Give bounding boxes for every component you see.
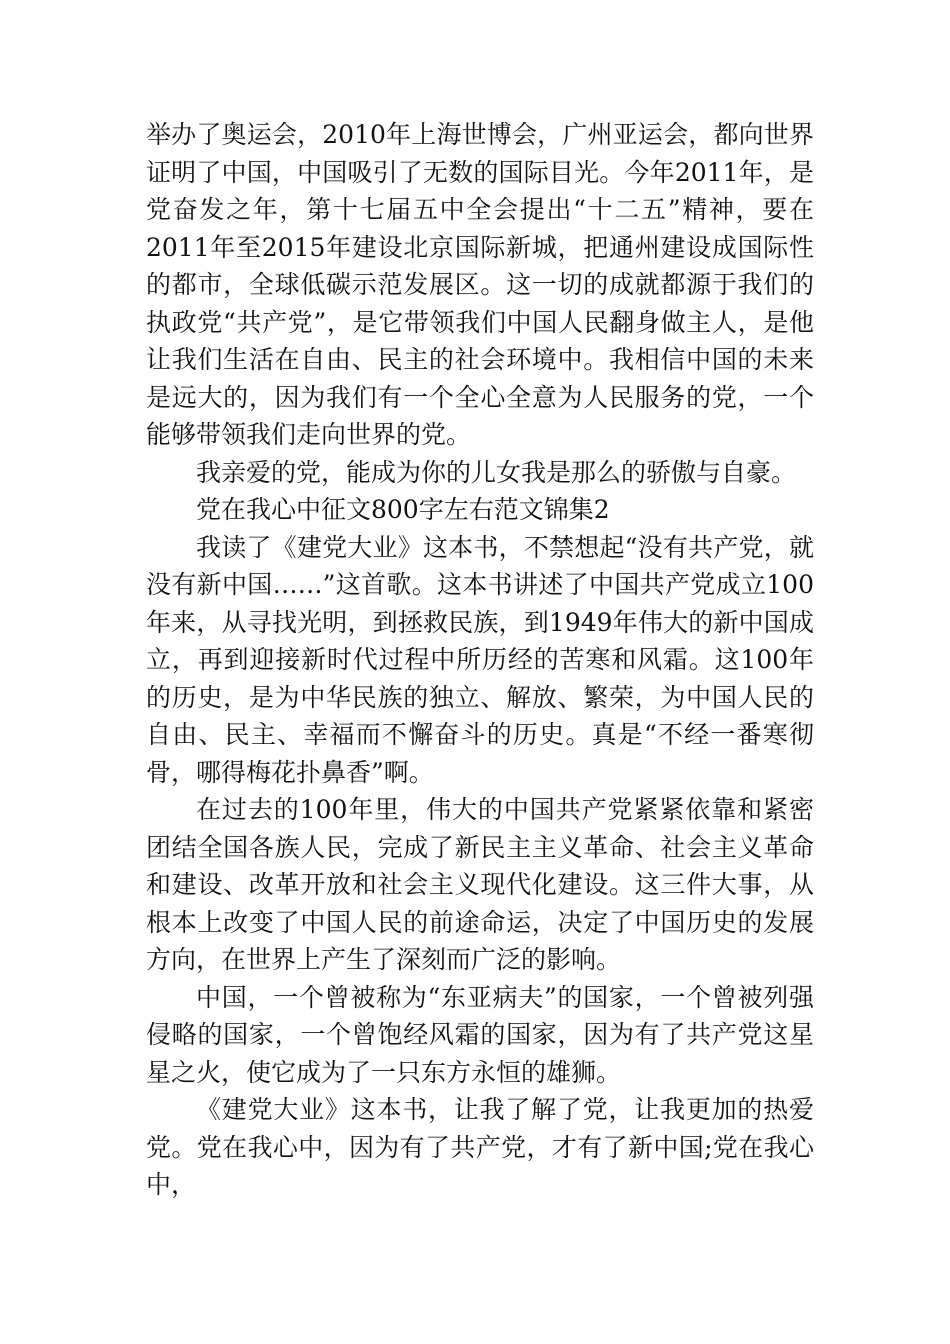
document-body <box>146 116 814 1204</box>
paragraph-5: 中国，一个曾被称为“东亚病夫”的国家，一个曾被列强侵略的国家，一个曾饱经风霜的国家，因为有了共产党这星星之火，使它成为了一只东方永恒的雄狮。 <box>146 982 814 1087</box>
paragraph-4: 在过去的100年里，伟大的中国共产党紧紧依靠和紧密团结全国各族人民，完成了新民主主义革命、社会主义革命和建设、改革开放和社会主义现代化建设。这三件大事，从根本上改变了中国人民的前途命运，决定了中国历史的发展方向，在世界上产生了深刻而广泛的影响。 <box>146 795 814 974</box>
paragraph-1: 举办了奥运会，2010年上海世博会，广州亚运会，都向世界证明了中国，中国吸引了无数的国际目光。今年2011年，是党奋发之年，第十七届五中全会提出“十二五”精神，要在2011年至2015年建设北京国际新城，把通州建设成国际性的都市，全球低碳示范发展区。这一切的成就都源于我们的执政党“共产党”，是它带领我们中国人民翻身做主人，是他让我们生活在自由、民主的社会环境中。我相信中国的未来是远大的，因为我们有一个全心全意为人民服务的党，一个能够带领我们走向世界的党。 <box>146 120 814 449</box>
paragraph-3: 我读了《建党大业》这本书，不禁想起“没有共产党，就没有新中国……”这首歌。这本书讲述了中国共产党成立100年来，从寻找光明，到拯救民族，到1949年伟大的新中国成立，再到迎接新时代过程中所历经的苦寒和风霜。这100年的历史，是为中华民族的独立、解放、繁荣，为中国人民的自由、民主、幸福而不懈奋斗的历史。真是“不经一番寒彻骨，哪得梅花扑鼻香”啊。 <box>146 532 814 787</box>
section-heading: 党在我心中征文800字左右范文锦集2 <box>196 495 610 524</box>
paragraph-6: 《建党大业》这本书，让我了解了党，让我更加的热爱党。党在我心中，因为有了共产党，才有了新中国;党在我心中， <box>146 1095 814 1199</box>
paragraph-2: 我亲爱的党，能成为你的儿女我是那么的骄傲与自豪。 <box>196 457 797 487</box>
